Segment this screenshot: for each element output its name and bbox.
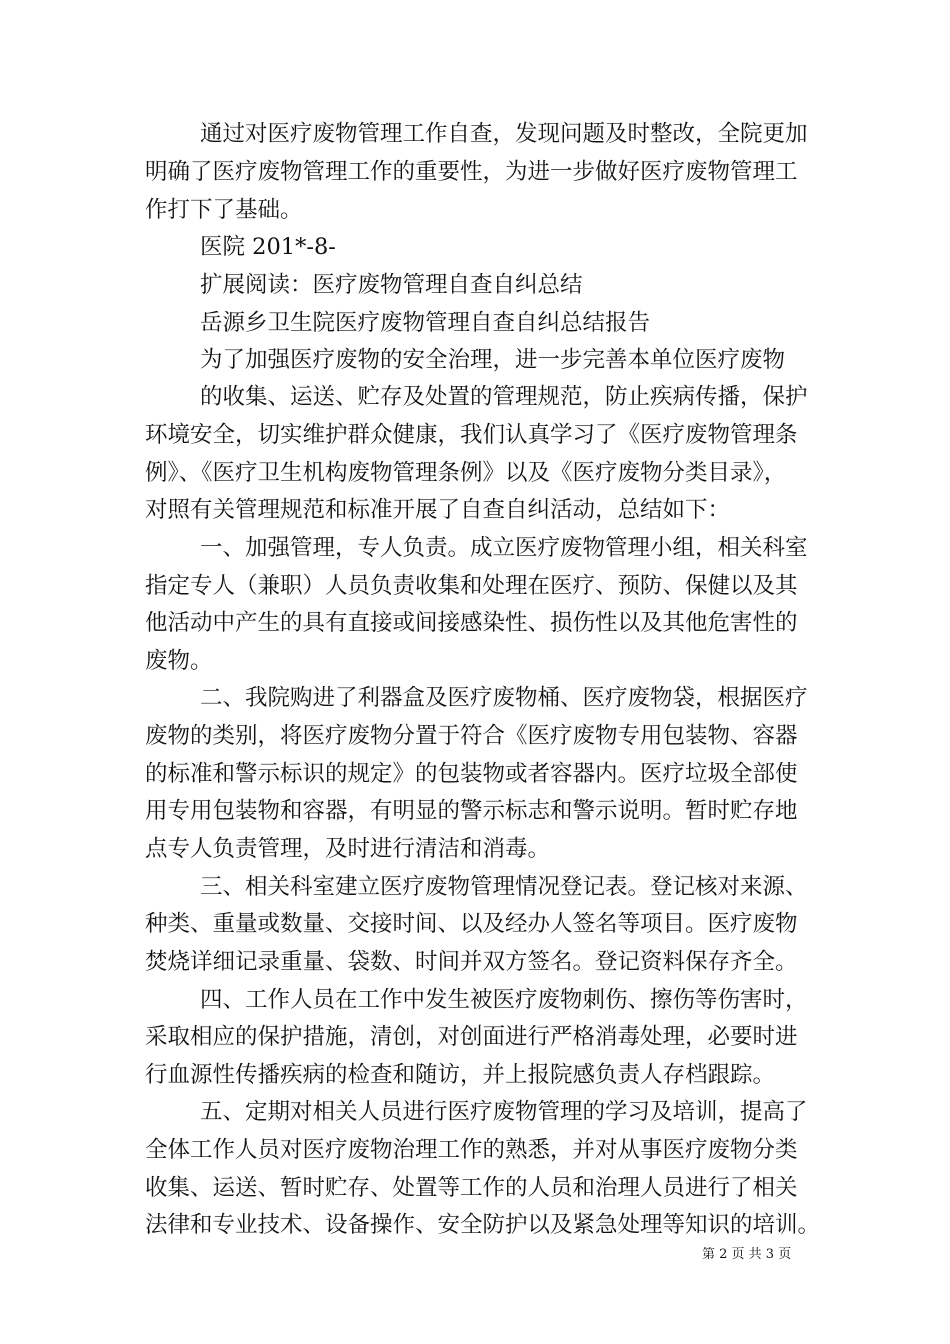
text-line: 为了加强医疗废物的安全治理，进一步完善本单位医疗废物 [200,347,786,373]
text-line: 焚烧详细记录重量、袋数、时间并双方签名。登记资料保存齐全。 [145,949,798,975]
text-line: 例》、《医疗卫生机构废物管理条例》以及《医疗废物分类目录》， [145,460,787,486]
text-line: 废物的类别，将医疗废物分置于符合《医疗废物专用包装物、容器 [145,723,798,749]
text-line: 通过对医疗废物管理工作自查，发现问题及时整改，全院更加 [200,121,808,147]
text-line: 二、我院购进了利器盒及医疗废物桶、医疗废物袋，根据医疗 [200,685,808,711]
text-line: 他活动中产生的具有直接或间接感染性、损伤性以及其他危害性的 [145,610,798,636]
text-line: 明确了医疗废物管理工作的重要性，为进一步做好医疗废物管理工 [145,159,798,185]
text-line: 点专人负责管理，及时进行清洁和消毒。 [145,836,551,862]
text-line: 医院 201*-8- [200,234,336,260]
text-line: 行血源性传播疾病的检查和随访，并上报院感负责人存档跟踪。 [145,1062,776,1088]
text-line: 四、工作人员在工作中发生被医疗废物刺伤、擦伤等伤害时， [200,987,808,1013]
text-line: 一、加强管理，专人负责。成立医疗废物管理小组，相关科室 [200,535,808,561]
text-line: 采取相应的保护措施，清创，对创面进行严格消毒处理，必要时进 [145,1024,798,1050]
text-line: 环境安全，切实维护群众健康，我们认真学习了《医疗废物管理条 [145,422,798,448]
text-line: 的收集、运送、贮存及处置的管理规范，防止疾病传播，保护 [200,384,808,410]
text-line: 三、相关科室建立医疗废物管理情况登记表。登记核对来源、 [200,874,808,900]
text-line: 废物。 [145,648,213,674]
text-line: 收集、运送、暂时贮存、处置等工作的人员和治理人员进行了相关 [145,1175,798,1201]
text-line: 用专用包装物和容器，有明显的警示标志和警示说明。暂时贮存地 [145,798,798,824]
text-line: 作打下了基础。 [145,197,303,223]
text-line: 法律和专业技术、设备操作、安全防护以及紧急处理等知识的培训。 [145,1212,821,1238]
text-line: 五、定期对相关人员进行医疗废物管理的学习及培训，提高了 [200,1099,808,1125]
text-line: 种类、重量或数量、交接时间、以及经办人签名等项目。医疗废物 [145,911,798,937]
text-line: 扩展阅读：医疗废物管理自查自纠总结 [200,272,583,298]
text-line: 指定专人（兼职）人员负责收集和处理在医疗、预防、保健以及其 [145,573,798,599]
text-line: 岳源乡卫生院医疗废物管理自查自纠总结报告 [200,310,651,336]
text-line: 的标准和警示标识的规定》的包装物或者容器内。医疗垃圾全部使 [145,761,798,787]
text-line: 全体工作人员对医疗废物治理工作的熟悉，并对从事医疗废物分类 [145,1137,798,1163]
text-line: 对照有关管理规范和标准开展了自查自纠活动，总结如下： [145,497,731,523]
page-number: 第 2 页 共 3 页 [702,1247,792,1262]
